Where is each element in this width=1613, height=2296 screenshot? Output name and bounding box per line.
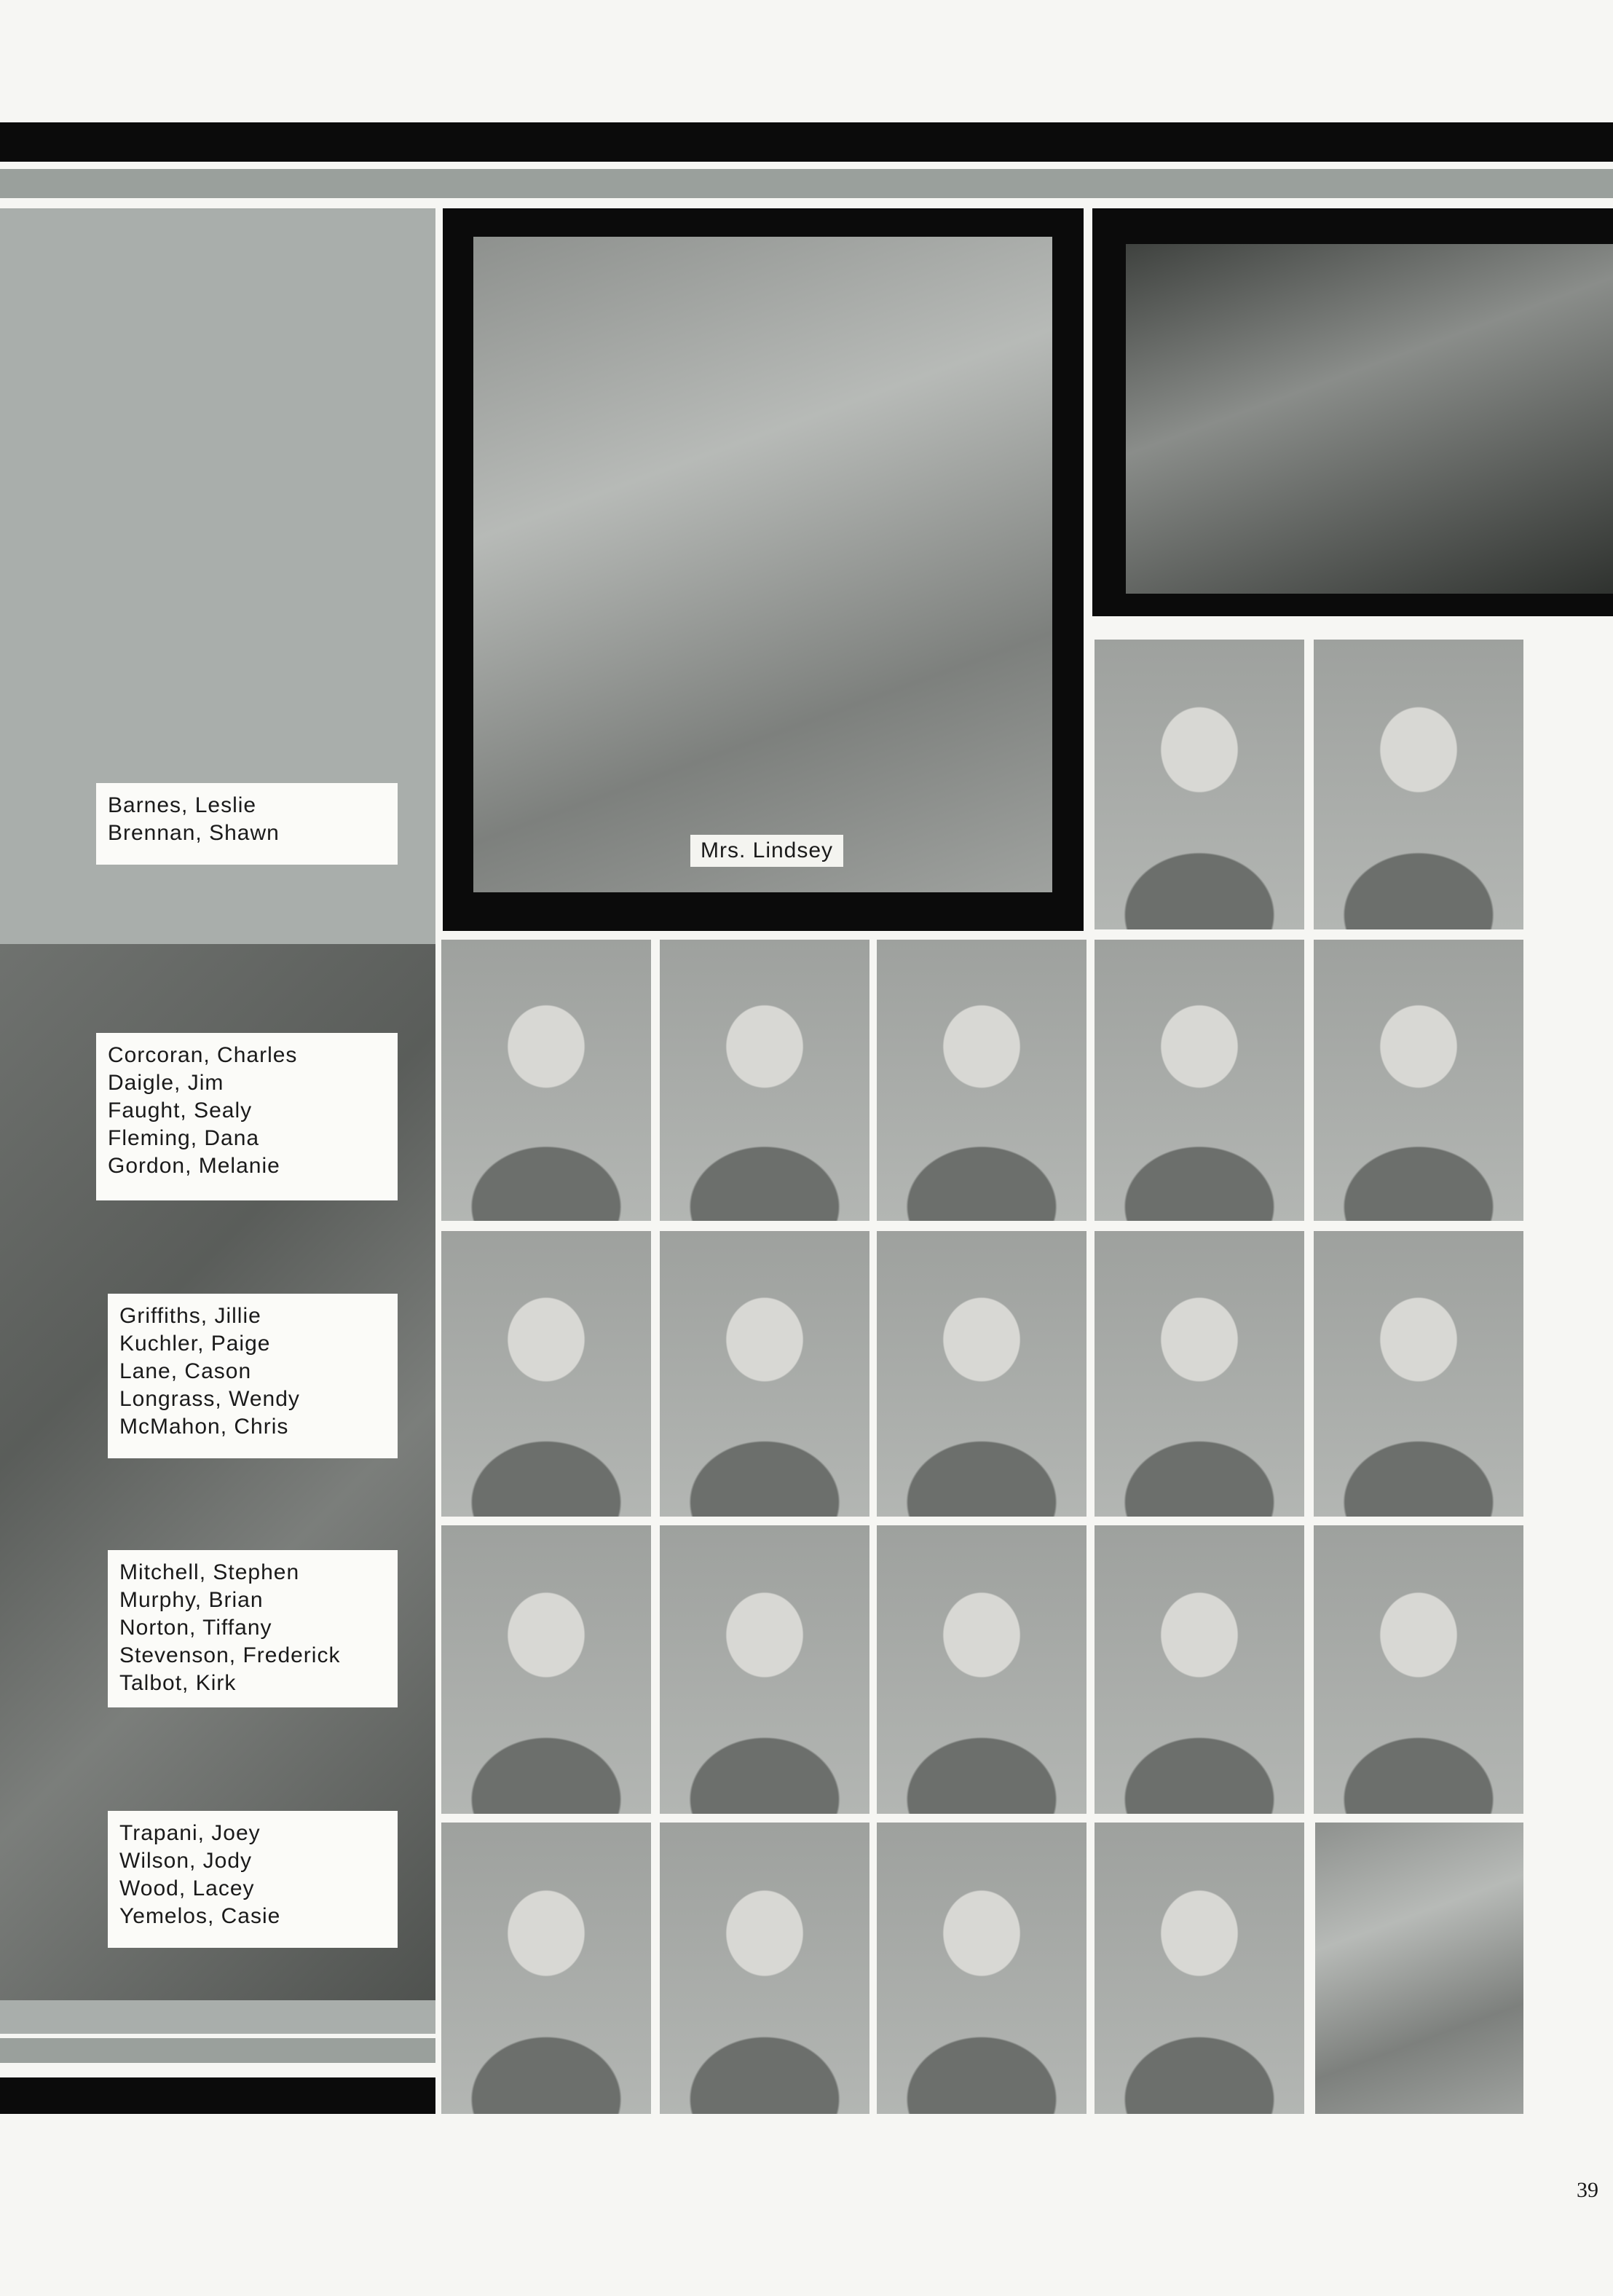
student-name: Corcoran, Charles <box>108 1043 298 1067</box>
student-name: Murphy, Brian <box>119 1588 264 1612</box>
student-name: Wood, Lacey <box>119 1876 255 1900</box>
student-portrait <box>660 1525 869 1814</box>
student-portrait <box>1095 640 1304 929</box>
student-name: Barnes, Leslie <box>108 793 257 817</box>
student-name: Yemelos, Casie <box>119 1904 281 1928</box>
student-name: Gordon, Melanie <box>108 1154 280 1178</box>
name-box-4 <box>108 1550 398 1707</box>
student-portrait <box>877 1231 1086 1517</box>
student-portrait <box>1095 1231 1304 1517</box>
teacher-photo-caption: Mrs. Lindsey <box>690 835 843 867</box>
student-portrait <box>1314 940 1523 1221</box>
student-portrait <box>441 1231 651 1517</box>
student-name: Trapani, Joey <box>119 1821 261 1845</box>
candid-photo <box>1126 244 1613 594</box>
student-name: Mitchell, Stephen <box>119 1560 300 1584</box>
student-portrait <box>1095 1525 1304 1814</box>
student-portrait <box>441 1823 651 2114</box>
student-portrait <box>1095 1823 1304 2114</box>
left-panel-bottom <box>0 2000 435 2034</box>
student-portrait <box>877 940 1086 1221</box>
name-box-3 <box>108 1294 398 1458</box>
bottom-black-bar <box>0 2077 435 2114</box>
student-portrait <box>877 1823 1086 2114</box>
name-box-2 <box>96 1033 398 1200</box>
name-box-1 <box>96 783 398 865</box>
student-portrait <box>660 940 869 1221</box>
student-name: Stevenson, Frederick <box>119 1643 341 1667</box>
student-name: Norton, Tiffany <box>119 1616 272 1640</box>
student-name: Kuchler, Paige <box>119 1332 271 1356</box>
student-portrait <box>441 1525 651 1814</box>
student-name: Griffiths, Jillie <box>119 1304 261 1328</box>
student-name: McMahon, Chris <box>119 1415 289 1439</box>
student-portrait <box>1314 640 1523 929</box>
student-portrait <box>660 1231 869 1517</box>
student-name: Wilson, Jody <box>119 1849 253 1873</box>
student-portrait <box>877 1525 1086 1814</box>
page-number: 39 <box>1577 2178 1598 2202</box>
student-name: Longrass, Wendy <box>119 1387 300 1411</box>
student-portrait <box>660 1823 869 2114</box>
teacher-photo <box>473 237 1052 892</box>
student-portrait <box>1314 1231 1523 1517</box>
student-name: Brennan, Shawn <box>108 821 280 845</box>
bottom-gray-bar <box>0 2038 435 2063</box>
top-black-bar <box>0 122 1613 162</box>
student-name: Lane, Cason <box>119 1359 252 1383</box>
student-portrait <box>1314 1525 1523 1814</box>
top-gray-bar <box>0 169 1613 198</box>
student-name: Fleming, Dana <box>108 1126 260 1150</box>
student-name: Talbot, Kirk <box>119 1671 237 1695</box>
student-portrait <box>1095 940 1304 1221</box>
student-name: Faught, Sealy <box>108 1098 253 1123</box>
classroom-photo <box>1315 1823 1523 2114</box>
student-portrait <box>441 940 651 1221</box>
student-name: Daigle, Jim <box>108 1071 224 1095</box>
name-box-5 <box>108 1811 398 1948</box>
